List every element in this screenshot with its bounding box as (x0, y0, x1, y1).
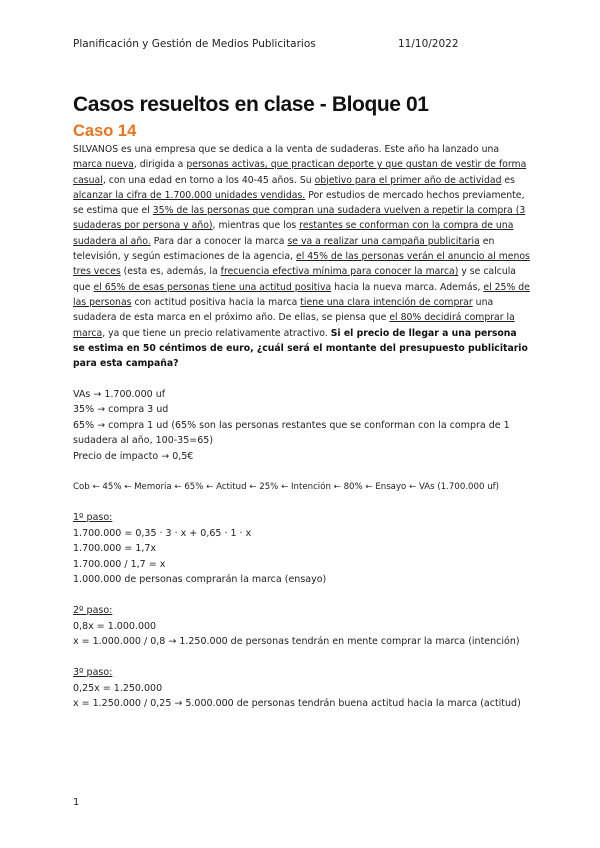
statement-text: y se calcula que (73, 266, 516, 293)
case-title: Caso 14 (73, 122, 137, 140)
step-line: 1.700.000 / 1,7 = x (73, 558, 166, 570)
case-statement (73, 142, 531, 371)
step-3 (73, 665, 531, 712)
step-line: 0,25x = 1.250.000 (73, 682, 163, 694)
statement-highlight: el 25% de las personas (73, 281, 530, 308)
statement-highlight: se va a realizar una campaña publicitaria (287, 235, 480, 247)
statement-highlight: personas activas, que practican deporte y que gustan de vestir de forma casual (73, 159, 527, 186)
step-line: 0,8x = 1.000.000 (73, 620, 157, 632)
step-line: 1.700.000 = 0,35 · 3 · x + 0,65 · 1 · x (73, 527, 252, 539)
statement-highlight: alcanzar la cifra de 1.700.000 unidades vendidas. (73, 189, 306, 201)
step-line: 1.700.000 = 1,7x (73, 543, 157, 555)
statement-text: es (501, 174, 515, 186)
statement-text: en televisión, y según estimaciones de la agencia, (73, 235, 495, 263)
statement-text: (esta es, además, la (120, 266, 221, 278)
step-label: 1º paso: (73, 512, 113, 524)
statement-text: , dirigida a (133, 159, 187, 171)
header-date: 11/10/2022 (398, 38, 459, 50)
page-number: 1 (73, 797, 80, 808)
statement-text: Para dar a conocer la marca (150, 235, 288, 247)
data-line: 65% → compra 1 ud (65% son las personas restantes que se conforman con la compra de 1 sudadera al año, 100-35=65) (73, 419, 510, 447)
statement-text: Por estudios de mercado hechos previamente, se estima que el (73, 189, 525, 217)
statement-text: SILVANOS es una empresa que se dedica a la venta de sudaderas. Este año ha lanzado una (73, 144, 500, 155)
step-1 (73, 510, 531, 588)
data-line: Precio de impacto → 0,5€ (73, 450, 194, 462)
data-line: VAs → 1.700.000 uf (73, 388, 166, 400)
header-doc-title: Planificación y Gestión de Medios Publicitarios (73, 38, 316, 50)
statement-highlight: el 80% decidirá comprar la marca (73, 312, 515, 339)
statement-highlight: frecuencia efectiva mínima para conocer la marca) (220, 266, 459, 278)
statement-highlight: 35% de las personas que compran una sudadera vuelven a repetir la compra (3 sudaderas por persona y año) (73, 205, 526, 232)
page-content (73, 92, 531, 712)
statement-highlight: objetivo para el primer año de actividad (314, 174, 502, 186)
step-label: 2º paso: (73, 605, 113, 617)
statement-text: , ya que tiene un precio relativamente atractivo. (102, 327, 331, 339)
statement-text: , con una edad en torno a los 40-45 años. Su (102, 174, 315, 186)
statement-highlight: restantes se conforman con la compra de una sudadera al año. (73, 220, 514, 247)
data-line: 35% → compra 3 ud (73, 404, 169, 416)
statement-text: con actitud positiva hacia la marca (131, 296, 301, 308)
step-line: x = 1.250.000 / 0,25 → 5.000.000 de personas tendrán buena actitud hacia la marca (actitud) (73, 698, 521, 710)
step-line: 1.000.000 de personas comprarán la marca (ensayo) (73, 574, 327, 586)
statement-highlight: el 65% de esas personas tiene una actitud positiva (93, 281, 332, 293)
data-list (73, 387, 531, 465)
step-line: x = 1.000.000 / 0,8 → 1.250.000 de personas tendrán en mente comprar la marca (intención) (73, 636, 520, 648)
statement-highlight: marca nueva (73, 159, 134, 171)
step-2 (73, 603, 531, 650)
statement-question: Si el precio de llegar a una persona se estima en 50 céntimos de euro, ¿cuál será el montante del presupuesto publicitario para esta campaña? (73, 327, 528, 370)
page-title: Casos resueltos en clase - Bloque 01 (73, 93, 429, 116)
statement-text: , mientras que los (212, 220, 300, 232)
statement-highlight: tiene una clara intención de comprar (300, 296, 473, 308)
statement-highlight: el 45% de las personas verán el anuncio al menos tres veces (73, 251, 530, 278)
statement-text: una sudadera de esta marca en el próximo año. De ellas, se piensa que (73, 296, 494, 324)
funnel-chain: Cob ← 45% ← Memoria ← 65% ← Actitud ← 25% ← Intención ← 80% ← Ensayo ← VAs (1.700.000 uf) (73, 481, 500, 492)
statement-text: hacia la nueva marca. Además, (331, 281, 484, 293)
step-label: 3º paso: (73, 667, 113, 679)
